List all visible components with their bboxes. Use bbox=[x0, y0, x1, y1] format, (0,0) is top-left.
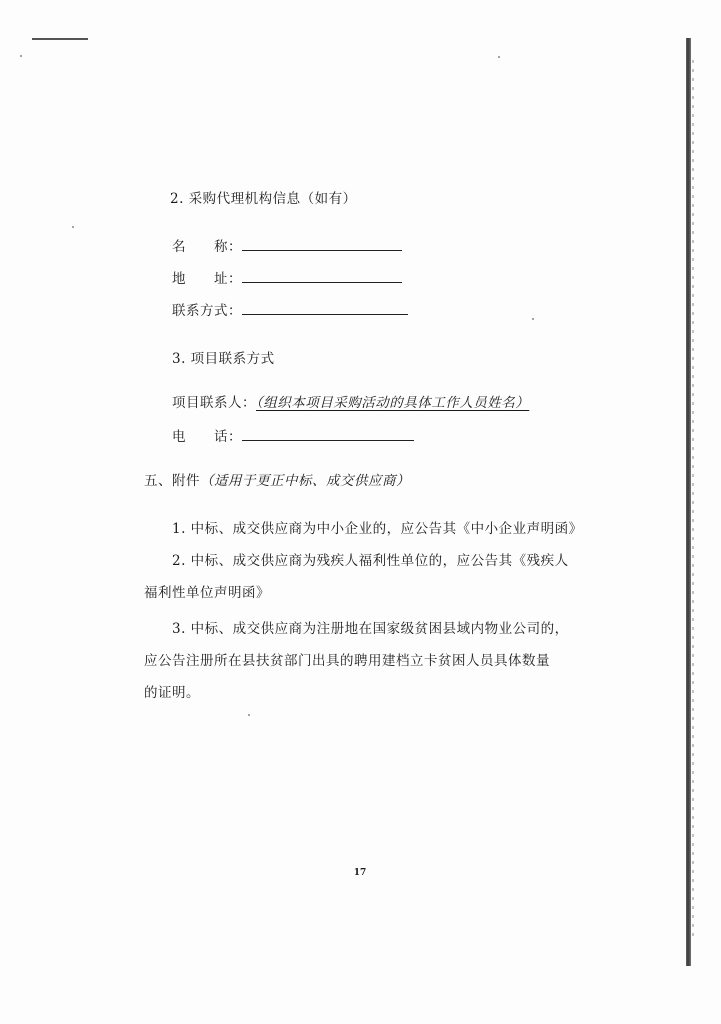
scan-speck bbox=[532, 318, 534, 320]
attachment-item-2-line-2: 福利性单位声明函》 bbox=[144, 585, 270, 601]
project-contact-phone-label: 电 话： bbox=[172, 429, 242, 445]
agency-name-blank bbox=[242, 236, 402, 251]
scan-speck bbox=[72, 226, 74, 228]
attachment-item-1: 1. 中标、成交供应商为中小企业的，应公告其《中小企业声明函》 bbox=[172, 521, 583, 537]
project-contact-phone-row bbox=[172, 426, 414, 446]
project-contact-person-row bbox=[172, 394, 529, 412]
attachments-heading: 五、附件 bbox=[144, 473, 200, 489]
agency-address-label: 地 址： bbox=[172, 271, 242, 287]
agency-contact-row bbox=[172, 300, 408, 320]
agency-heading: 2. 采购代理机构信息（如有） bbox=[170, 191, 357, 207]
agency-name-row bbox=[172, 236, 402, 256]
agency-address-blank bbox=[242, 268, 402, 283]
attachments-heading-row bbox=[144, 472, 410, 490]
project-contact-person-hint: （组织本项目采购活动的具体工作人员姓名） bbox=[256, 395, 530, 411]
attachments-heading-hint: （适用于更正中标、成交供应商） bbox=[200, 473, 410, 489]
scan-artifact-edge-noise bbox=[692, 60, 694, 940]
project-contact-phone-blank bbox=[242, 426, 414, 441]
project-contact-heading: 3. 项目联系方式 bbox=[172, 351, 275, 367]
page-number: 17 bbox=[353, 868, 367, 878]
project-contact-person-label: 项目联系人： bbox=[172, 395, 256, 411]
scan-speck bbox=[498, 56, 500, 58]
agency-contact-blank bbox=[242, 300, 408, 315]
agency-address-row bbox=[172, 268, 402, 288]
scan-speck bbox=[248, 714, 250, 716]
agency-name-label: 名 称： bbox=[172, 239, 242, 255]
scan-speck bbox=[20, 55, 22, 57]
attachment-item-3-line-3: 的证明。 bbox=[144, 685, 200, 701]
attachment-item-3-line-2: 应公告注册所在县扶贫部门出具的聘用建档立卡贫困人员具体数量 bbox=[144, 653, 550, 669]
scan-artifact-edge bbox=[686, 38, 691, 966]
attachment-item-2-line-1: 2. 中标、成交供应商为残疾人福利性单位的，应公告其《残疾人 bbox=[172, 553, 569, 569]
agency-contact-label: 联系方式： bbox=[172, 303, 242, 319]
scan-artifact-line bbox=[32, 38, 88, 40]
attachment-item-3-line-1: 3. 中标、成交供应商为注册地在国家级贫困县域内物业公司的， bbox=[172, 621, 569, 637]
